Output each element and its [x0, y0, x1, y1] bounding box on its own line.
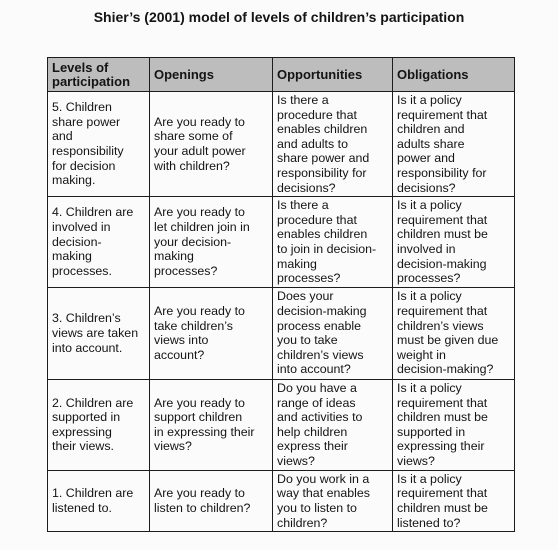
header-obligations: Obligations	[393, 58, 515, 92]
opportunities-cell: Is there a procedure that enables children and adults to share power and responsibility for decisions?	[273, 92, 393, 197]
obligations-cell: Is it a policy requirement that children must be supported in expressing their views?	[393, 379, 515, 470]
obligations-cell: Is it a policy requirement that children must be listened to?	[393, 470, 515, 531]
openings-cell: Are you ready to let children join in your decision- making processes?	[150, 197, 273, 288]
level-cell: 1. Children are listened to.	[48, 470, 150, 531]
table-row	[48, 92, 515, 197]
obligations-cell: Is it a policy requirement that children must be involved in decision-making processes?	[393, 197, 515, 288]
obligations-cell: Is it a policy requirement that children and adults share power and responsibility for decisions?	[393, 92, 515, 197]
openings-cell: Are you ready to take children’s views into account?	[150, 287, 273, 379]
table-row	[48, 379, 515, 470]
level-cell: 3. Children’s views are taken into account.	[48, 287, 150, 379]
table-row	[48, 470, 515, 531]
participation-table	[47, 57, 515, 532]
opportunities-cell: Does your decision-making process enable you to take children’s views into account?	[273, 287, 393, 379]
openings-cell: Are you ready to listen to children?	[150, 470, 273, 531]
table-row	[48, 197, 515, 288]
document-title: Shier’s (2001) model of levels of children’s participation	[93, 9, 465, 25]
header-opportunities: Opportunities	[273, 58, 393, 92]
level-cell: 5. Children share power and responsibility for decision making.	[48, 92, 150, 197]
header-levels: Levels of participation	[48, 58, 150, 92]
level-cell: 4. Children are involved in decision- making processes.	[48, 197, 150, 288]
opportunities-cell: Do you have a range of ideas and activities to help children express their views?	[273, 379, 393, 470]
opportunities-cell: Do you work in a way that enables you to listen to children?	[273, 470, 393, 531]
table-row	[48, 287, 515, 379]
table-header-row	[48, 58, 515, 92]
opportunities-cell: Is there a procedure that enables children to join in decision- making processes?	[273, 197, 393, 288]
openings-cell: Are you ready to support children in expressing their views?	[150, 379, 273, 470]
header-openings: Openings	[150, 58, 273, 92]
openings-cell: Are you ready to share some of your adult power with children?	[150, 92, 273, 197]
obligations-cell: Is it a policy requirement that children’s views must be given due weight in decision-making?	[393, 287, 515, 379]
level-cell: 2. Children are supported in expressing their views.	[48, 379, 150, 470]
